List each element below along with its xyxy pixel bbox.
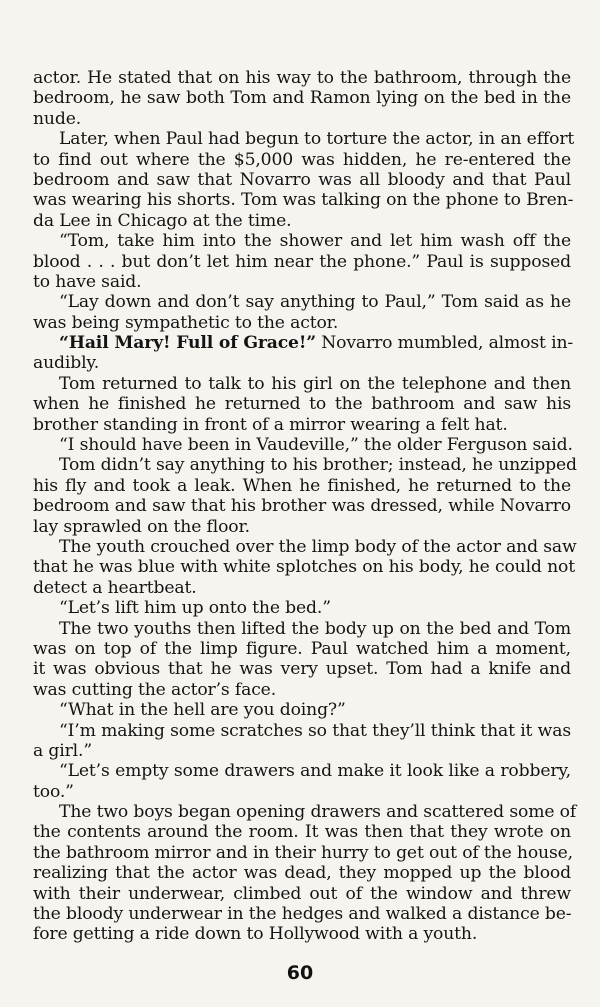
text-line: too.”: [33, 781, 74, 802]
text-line: [33, 333, 574, 354]
text-line: da Lee in Chicago at the time.: [33, 210, 292, 231]
text-line: his fly and took a leak. When he finished, he returned to the: [33, 475, 571, 496]
text-line: audibly.: [33, 353, 100, 374]
text-line: “I’m making some scratches so that they’ll think that it was: [59, 720, 571, 741]
text-line: realizing that the actor was dead, they mopped up the blood: [33, 863, 571, 884]
text-line: “What in the hell are you doing?”: [59, 700, 346, 721]
text-line: blood . . . but don’t let him near the phone.” Paul is supposed: [33, 251, 571, 272]
text-line: The two youths then lifted the body up on the bed and Tom: [59, 618, 571, 639]
text-line: detect a heartbeat.: [33, 577, 197, 598]
text-line: bedroom, he saw both Tom and Ramon lying on the bed in the: [33, 88, 571, 109]
line-text: Novarro mumbled, almost in-: [315, 333, 574, 354]
text-line: fore getting a ride down to Hollywood with a youth.: [33, 924, 478, 945]
text-line: that he was blue with white splotches on his body, he could not: [33, 557, 575, 578]
text-line: “Let’s empty some drawers and make it look like a robbery,: [59, 761, 571, 782]
text-line: bedroom and saw that his brother was dressed, while Novarro: [33, 496, 571, 517]
text-line: Tom returned to talk to his girl on the telephone and then: [59, 373, 571, 394]
text-line: lay sprawled on the floor.: [33, 516, 250, 537]
text-line: to find out where the $5,000 was hidden, he re-entered the: [33, 149, 571, 170]
text-line: actor. He stated that on his way to the bathroom, through the: [33, 68, 571, 88]
text-line: was wearing his shorts. Tom was talking on the phone to Bren-: [33, 190, 574, 211]
text-line: the bathroom mirror and in their hurry to get out of the house,: [33, 842, 573, 863]
text-line: when he finished he returned to the bathroom and saw his: [33, 394, 571, 415]
text-line: with their underwear, climbed out of the window and threw: [33, 883, 571, 904]
text-line: Tom didn’t say anything to his brother; instead, he unzipped: [59, 455, 577, 476]
text-line: The youth crouched over the limp body of the actor and saw: [59, 536, 577, 557]
text-line: was cutting the actor’s face.: [33, 679, 277, 700]
text-line: “Tom, take him into the shower and let him wash off the: [59, 231, 571, 252]
text-line: Later, when Paul had begun to torture the actor, in an effort: [59, 129, 575, 150]
text-line: to have said.: [33, 271, 142, 292]
text-line: “Lay down and don’t say anything to Paul,” Tom said as he: [59, 292, 571, 313]
text-line: “I should have been in Vaudeville,” the older Ferguson said.: [59, 435, 573, 456]
text-line: was being sympathetic to the actor.: [33, 312, 339, 333]
text-line: a girl.”: [33, 740, 92, 761]
page-number: 60: [286, 962, 314, 984]
text-line: The two boys began opening drawers and scattered some of: [59, 802, 577, 823]
body-text: [33, 68, 577, 945]
text-line: the contents around the room. It was then that they wrote on: [33, 822, 571, 843]
text-line: brother standing in front of a mirror wearing a felt hat.: [33, 414, 508, 435]
text-line: it was obvious that he was very upset. Tom had a knife and: [33, 659, 571, 680]
text-line: bedroom and saw that Novarro was all bloody and that Paul: [33, 169, 571, 190]
text-line: nude.: [33, 108, 82, 129]
text-line: was on top of the limp figure. Paul watched him a moment,: [33, 638, 571, 659]
text-line: the bloody underwear in the hedges and walked a distance be-: [33, 904, 572, 925]
bold-quote: “Hail Mary! Full of Grace!”: [59, 333, 316, 354]
text-line: “Let’s lift him up onto the bed.”: [59, 598, 331, 619]
